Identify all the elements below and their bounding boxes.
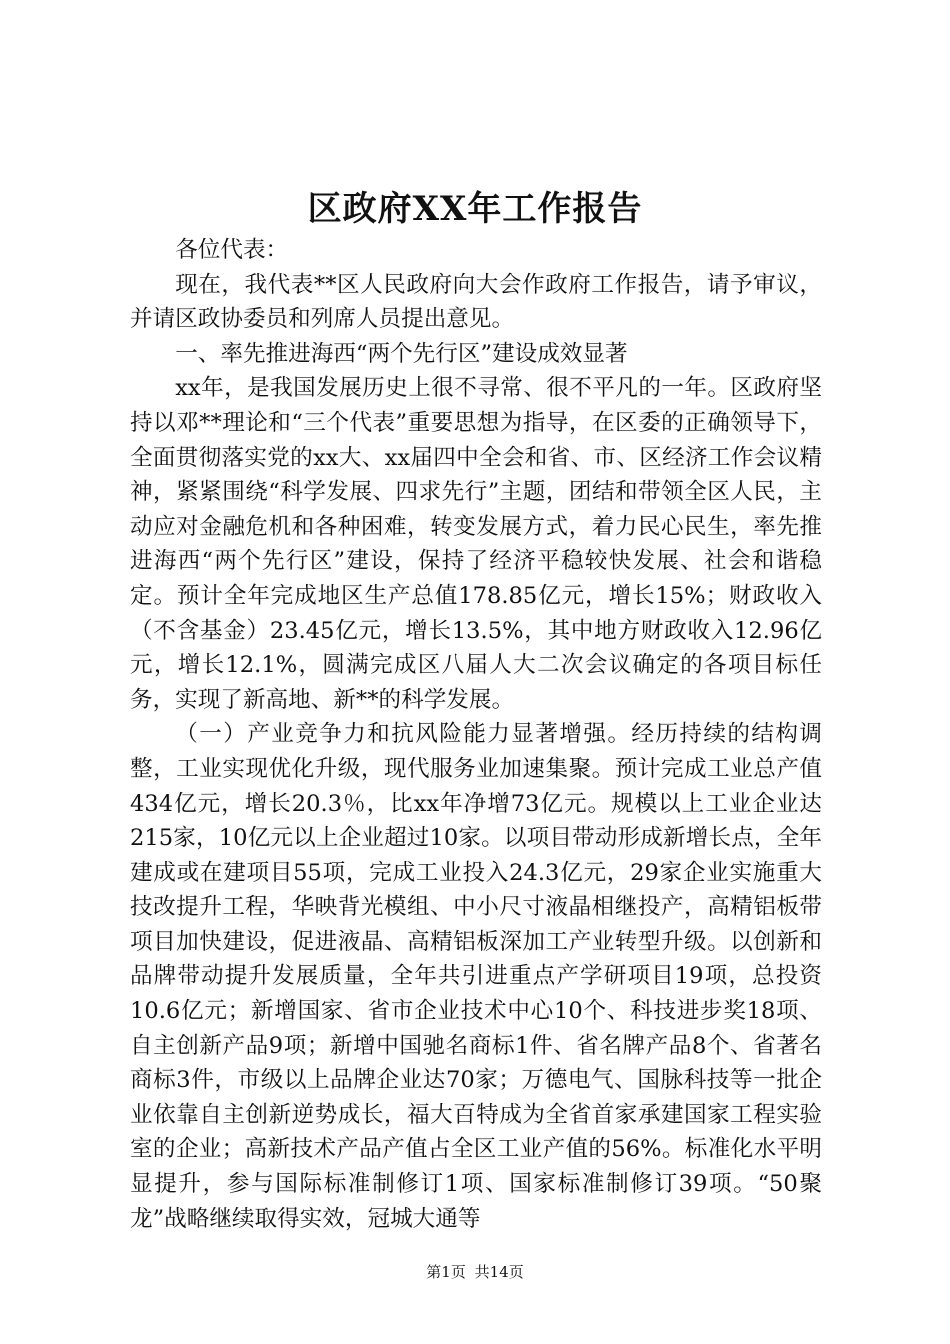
salutation-paragraph: 各位代表： (175, 237, 289, 263)
section-heading: 一、率先推进海西“两个先行区”建设成效显著 (175, 340, 628, 367)
page-total: 共14页 (474, 1263, 524, 1281)
overview-paragraph: xx年，是我国发展历史上很不寻常、很不平凡的一年。区政府坚持以邓**理论和“三个代表”重要思想为指导，在区委的正确领导下，全面贯彻落实党的xx大、xx届四中全会和省、市、区经济工作会议精神，紧紧围绕“科学发展、四求先行”主题，团结和带领全区人民，主动应对金融危机和各种困难，转变发展方式，着力民心民生，率先推进海西“两个先行区”建设，保持了经济平稳较快发展、社会和谐稳定。预计全年完成地区生产总值178.85亿元，增长15%；财政收入（不含基金）23.45亿元，增长13.5%，其中地方财政收入12.96亿元，增长12.1%，圆满完成区八届人大二次会议确定的各项目标任务，实现了新高地、新**的科学发展。 (130, 375, 822, 713)
page-number: 第1页 (426, 1263, 466, 1281)
page-footer (0, 1262, 950, 1282)
document-title: 区政府XX年工作报告 (307, 189, 643, 229)
document-body (130, 233, 822, 1236)
intro-paragraph: 现在，我代表**区人民政府向大会作政府工作报告，请予审议，并请区政协委员和列席人员提出意见。 (130, 271, 822, 333)
industry-paragraph: （一）产业竞争力和抗风险能力显著增强。经历持续的结构调整，工业实现优化升级，现代服务业加速集聚。预计完成工业总产值434亿元，增长20.3％，比xx年净增73亿元。规模以上工业企业达215家，10亿元以上企业超过10家。以项目带动形成新增长点，全年建成或在建项目55项，完成工业投入24.3亿元，29家企业实施重大技改提升工程，华映背光模组、中小尺寸液晶相继投产，高精铝板带项目加快建设，促进液晶、高精铝板深加工产业转型升级。以创新和品牌带动提升发展质量，全年共引进重点产学研项目19项，总投资10.6亿元；新增国家、省市企业技术中心10个、科技进步奖18项、自主创新产品9项；新增中国驰名商标1件、省名牌产品8个、省著名商标3件，市级以上品牌企业达70家；万德电气、国脉科技等一批企业依靠自主创新逆势成长，福大百特成为全省首家承建国家工程实验室的企业；高新技术产品产值占全区工业产值的56%。标准化水平明显提升，参与国际标准制修订1项、国家标准制修订39项。“50聚龙”战略继续取得实效，冠城大通等 (130, 721, 822, 1232)
